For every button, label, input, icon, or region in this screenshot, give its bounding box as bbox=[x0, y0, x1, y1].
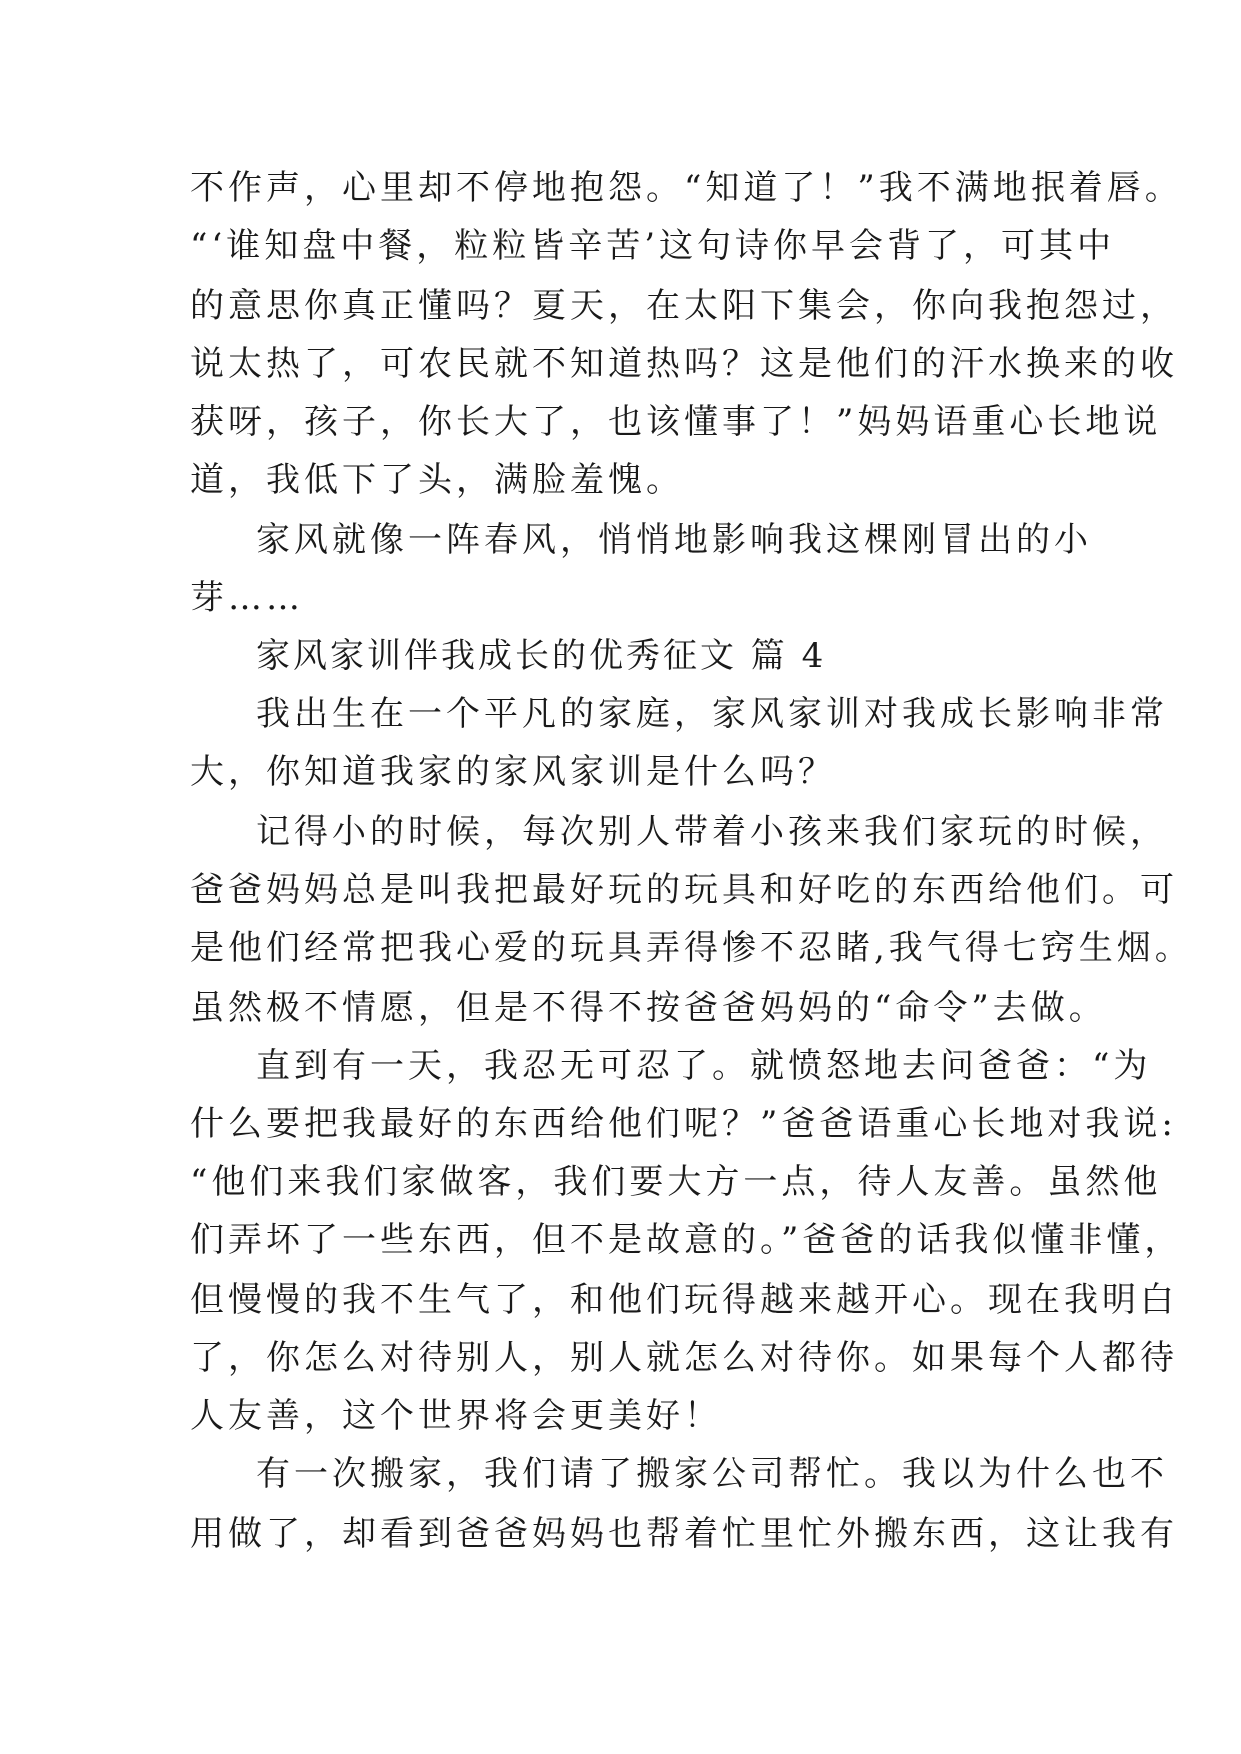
text-line: “‘谁知盘中餐，粒粒皆辛苦’这句诗你早会背了，可其中 bbox=[190, 226, 1115, 266]
text-line: 是他们经常把我心爱的玩具弄得惨不忍睹,我气得七窍生烟。 bbox=[190, 928, 1193, 968]
text-line: 记得小的时候，每次别人带着小孩来我们家玩的时候， bbox=[256, 812, 1168, 852]
text-line: 家风就像一阵春风，悄悄地影响我这棵刚冒出的小 bbox=[256, 520, 1092, 560]
text-line: 芽…… bbox=[190, 578, 304, 618]
text-line: 的意思你真正懂吗？夏天，在太阳下集会，你向我抱怨过， bbox=[190, 286, 1178, 326]
text-line: 什么要把我最好的东西给他们呢？”爸爸语重心长地对我说: bbox=[190, 1104, 1177, 1144]
text-line: 人友善，这个世界将会更美好！ bbox=[190, 1396, 722, 1436]
text-line: 说太热了，可农民就不知道热吗？这是他们的汗水换来的收 bbox=[190, 344, 1178, 384]
text-line: 但慢慢的我不生气了，和他们玩得越来越开心。现在我明白 bbox=[190, 1280, 1178, 1320]
text-line: 大，你知道我家的家风家训是什么吗？ bbox=[190, 752, 836, 792]
section-heading: 家风家训伴我成长的优秀征文 篇 4 bbox=[256, 636, 827, 676]
text-line: 我出生在一个平凡的家庭，家风家训对我成长影响非常 bbox=[256, 694, 1168, 734]
text-line: 了，你怎么对待别人，别人就怎么对待你。如果每个人都待 bbox=[190, 1338, 1178, 1378]
text-line: 有一次搬家，我们请了搬家公司帮忙。我以为什么也不 bbox=[256, 1454, 1168, 1494]
text-line: 们弄坏了一些东西，但不是故意的。”爸爸的话我似懂非懂， bbox=[190, 1220, 1183, 1260]
text-line: “他们来我们家做客，我们要大方一点，待人友善。虽然他 bbox=[190, 1162, 1162, 1202]
text-line: 道，我低下了头，满脸羞愧。 bbox=[190, 460, 684, 500]
text-line: 获呀，孩子，你长大了，也该懂事了！”妈妈语重心长地说 bbox=[190, 402, 1162, 442]
text-line: 直到有一天，我忍无可忍了。就愤怒地去问爸爸：“为 bbox=[256, 1046, 1152, 1086]
text-line: 爸爸妈妈总是叫我把最好玩的玩具和好吃的东西给他们。可 bbox=[190, 870, 1178, 910]
text-line: 用做了，却看到爸爸妈妈也帮着忙里忙外搬东西，这让我有 bbox=[190, 1514, 1178, 1554]
text-line: 虽然极不情愿，但是不得不按爸爸妈妈的“命令”去做。 bbox=[190, 988, 1107, 1028]
text-line: 不作声，心里却不停地抱怨。“知道了！”我不满地抿着唇。 bbox=[190, 168, 1183, 208]
